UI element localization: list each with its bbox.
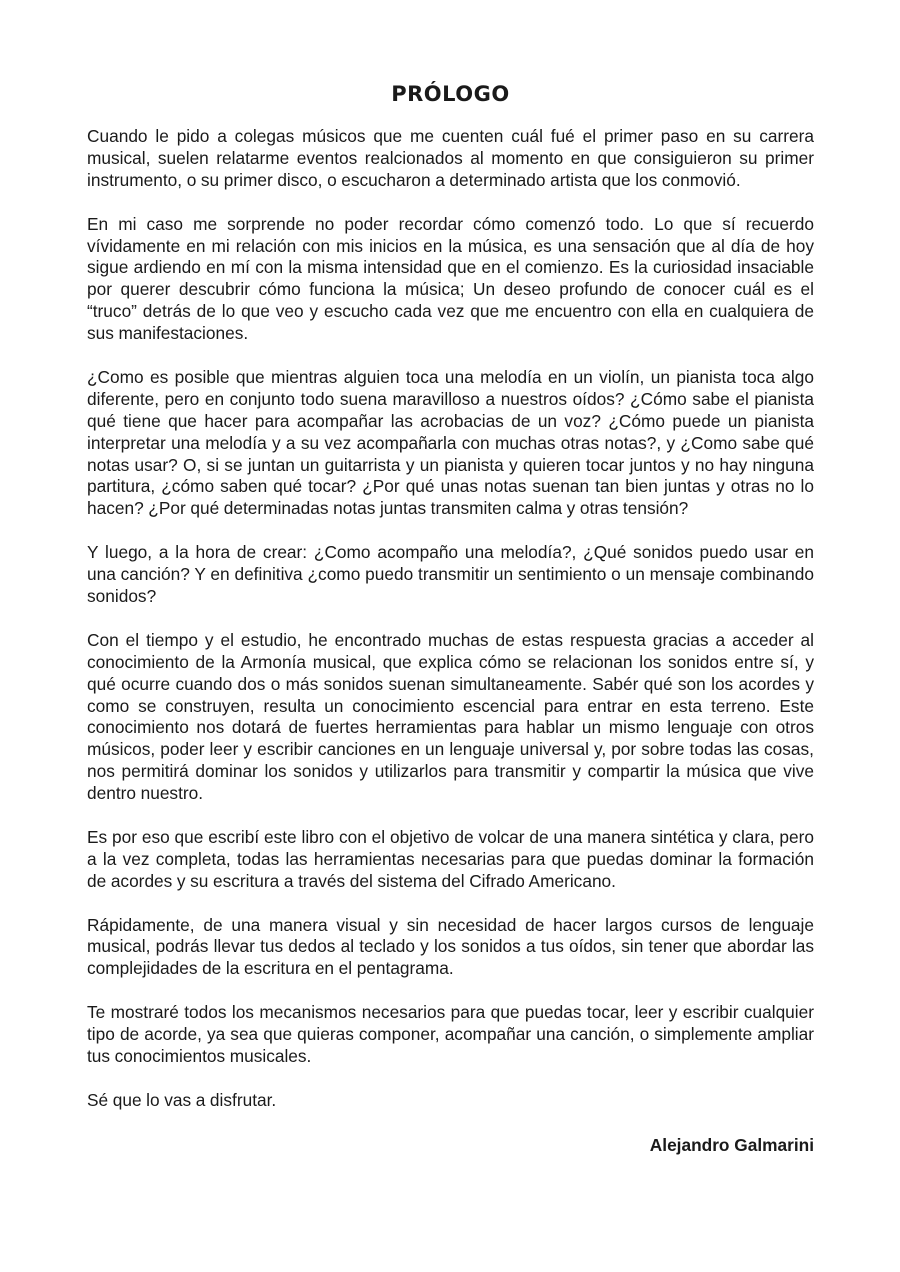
paragraph-3: ¿Como es posible que mientras alguien toca una melodía en un violín, un pianista toca algo diferente, pero en conjunto todo suena maravilloso a nuestros oídos? ¿Cómo sabe el pianista qué tiene que hacer para acompañar las acrobacias de un voz? ¿Cómo puede un pianista interpretar una melodía y a su vez acompañarla con muchas otras notas?, y ¿Como sabe qué notas usar? O, si se juntan un guitarrista y un pianista y quieren tocar juntos y no hay ninguna partitura, ¿cómo saben qué tocar? ¿Por qué unas notas suenan tan bien juntas y otras no lo hacen? ¿Por qué determinadas notas juntas transmiten calma y otras tensión? xyxy=(87,366,814,519)
paragraph-7: Rápidamente, de una manera visual y sin necesidad de hacer largos cursos de lenguaje musical, podrás llevar tus dedos al teclado y los sonidos a tus oídos, sin tener que abordar las complejidades de la escritura en el pentagrama. xyxy=(87,914,814,979)
paragraph-2: En mi caso me sorprende no poder recordar cómo comenzó todo. Lo que sí recuerdo vívidamente en mi relación con mis inicios en la música, es una sensación que al día de hoy sigue ardiendo en mí con la misma intensidad que en el comienzo. Es la curiosidad insaciable por querer descubrir cómo funciona la música; Un deseo profundo de conocer cuál es el “truco” detrás de lo que veo y escucho cada vez que me encuentro con ella en cualquiera de sus manifestaciones. xyxy=(87,213,814,344)
paragraph-5: Con el tiempo y el estudio, he encontrado muchas de estas respuesta gracias a acceder al conocimiento de la Armonía musical, que explica cómo se relacionan los sonidos entre sí, y qué ocurre cuando dos o más sonidos suenan simultaneamente. Sabér qué son los acordes y como se construyen, resulta un conocimiento escencial para entrar en esta terreno. Este conocimiento nos dotará de fuertes herramientas para hablar un mismo lenguaje con otros músicos, poder leer y escribir canciones en un lenguaje universal y, por sobre todas las cosas, nos permitirá dominar los sonidos y utilizarlos para transmitir y compartir la música que vive dentro nuestro. xyxy=(87,629,814,804)
prologue-body xyxy=(87,126,814,1112)
page-title: PRÓLOGO xyxy=(391,82,510,106)
paragraph-1: Cuando le pido a colegas músicos que me cuenten cuál fué el primer paso en su carrera musical, suelen relatarme eventos realcionados al momento en que consiguieron su primer instrumento, o su primer disco, o escucharon a determinado artista que los conmovió. xyxy=(87,126,814,190)
author-signature: Alejandro Galmarini xyxy=(649,1134,814,1155)
paragraph-6: Es por eso que escribí este libro con el objetivo de volcar de una manera sintética y clara, pero a la vez completa, todas las herramientas necesarias para que puedas dominar la formación de acordes y su escritura a través del sistema del Cifrado Americano. xyxy=(87,826,814,891)
document-page xyxy=(87,78,814,1156)
paragraph-4: Y luego, a la hora de crear: ¿Como acompaño una melodía?, ¿Qué sonidos puedo usar en una canción? Y en definitiva ¿como puedo transmitir un sentimiento o un mensaje combinando sonidos? xyxy=(87,542,814,606)
paragraph-9: Sé que lo vas a disfrutar. xyxy=(87,1089,277,1110)
paragraph-8: Te mostraré todos los mecanismos necesarios para que puedas tocar, leer y escribir cualquier tipo de acorde, ya sea que quieras componer, acompañar una canción, o simplemente ampliar tus conocimientos musicales. xyxy=(87,1002,814,1066)
